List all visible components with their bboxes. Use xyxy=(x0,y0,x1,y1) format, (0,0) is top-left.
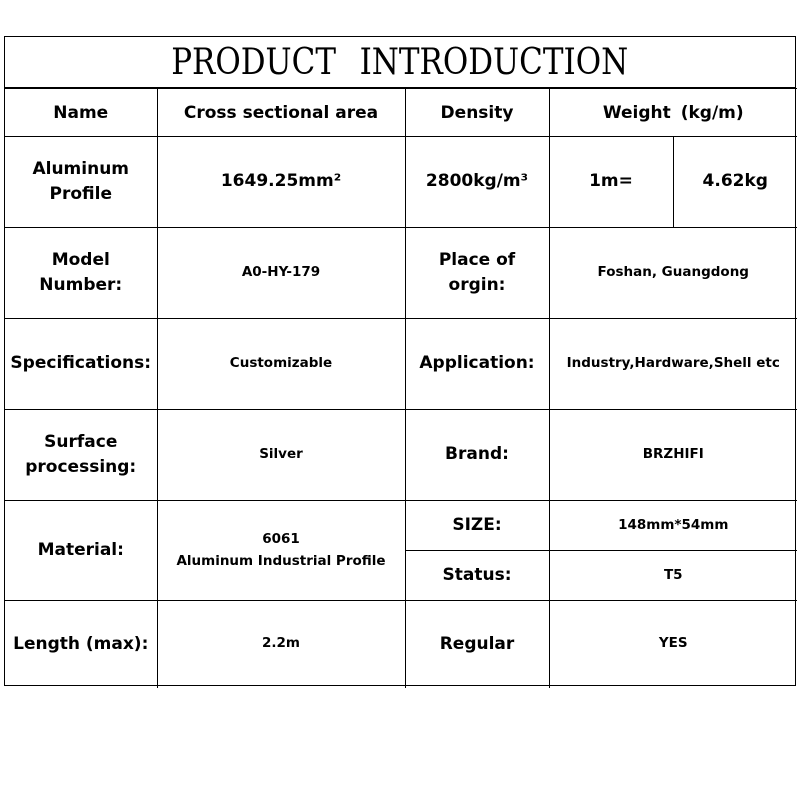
length-label: Length (max): xyxy=(5,601,157,688)
size-label: SIZE: xyxy=(405,501,549,551)
header-weight: Weight (kg/m) xyxy=(549,89,797,137)
page-title: PRODUCT INTRODUCTION xyxy=(5,37,795,88)
spec-label: Specifications: xyxy=(5,319,157,410)
surface-label: Surface processing: xyxy=(5,410,157,501)
table-row xyxy=(5,601,797,688)
size-value: 148mm*54mm xyxy=(549,501,797,551)
header-name: Name xyxy=(5,89,157,137)
header-density: Density xyxy=(405,89,549,137)
application-value: Industry,Hardware,Shell etc xyxy=(549,319,797,410)
model-value: A0-HY-179 xyxy=(157,228,405,319)
profile-unit: 1m= xyxy=(549,137,673,228)
material-value: 6061 Aluminum Industrial Profile xyxy=(157,501,405,601)
profile-weight: 4.62kg xyxy=(673,137,797,228)
table-row xyxy=(5,501,797,551)
profile-label: Aluminum Profile xyxy=(5,137,157,228)
product-table-sheet xyxy=(4,36,796,686)
profile-density: 2800kg/m³ xyxy=(405,137,549,228)
regular-value: YES xyxy=(549,601,797,688)
origin-label: Place of orgin: xyxy=(405,228,549,319)
origin-value: Foshan, Guangdong xyxy=(549,228,797,319)
table-row xyxy=(5,410,797,501)
header-cross-section: Cross sectional area xyxy=(157,89,405,137)
regular-label: Regular xyxy=(405,601,549,688)
length-value: 2.2m xyxy=(157,601,405,688)
brand-label: Brand: xyxy=(405,410,549,501)
model-label: Model Number: xyxy=(5,228,157,319)
spec-table xyxy=(5,88,797,688)
application-label: Application: xyxy=(405,319,549,410)
brand-value: BRZHIFI xyxy=(549,410,797,501)
material-label: Material: xyxy=(5,501,157,601)
table-row xyxy=(5,137,797,228)
header-row xyxy=(5,89,797,137)
table-row xyxy=(5,319,797,410)
status-label: Status: xyxy=(405,551,549,601)
table-row xyxy=(5,228,797,319)
surface-value: Silver xyxy=(157,410,405,501)
spec-value: Customizable xyxy=(157,319,405,410)
status-value: T5 xyxy=(549,551,797,601)
profile-area: 1649.25mm² xyxy=(157,137,405,228)
